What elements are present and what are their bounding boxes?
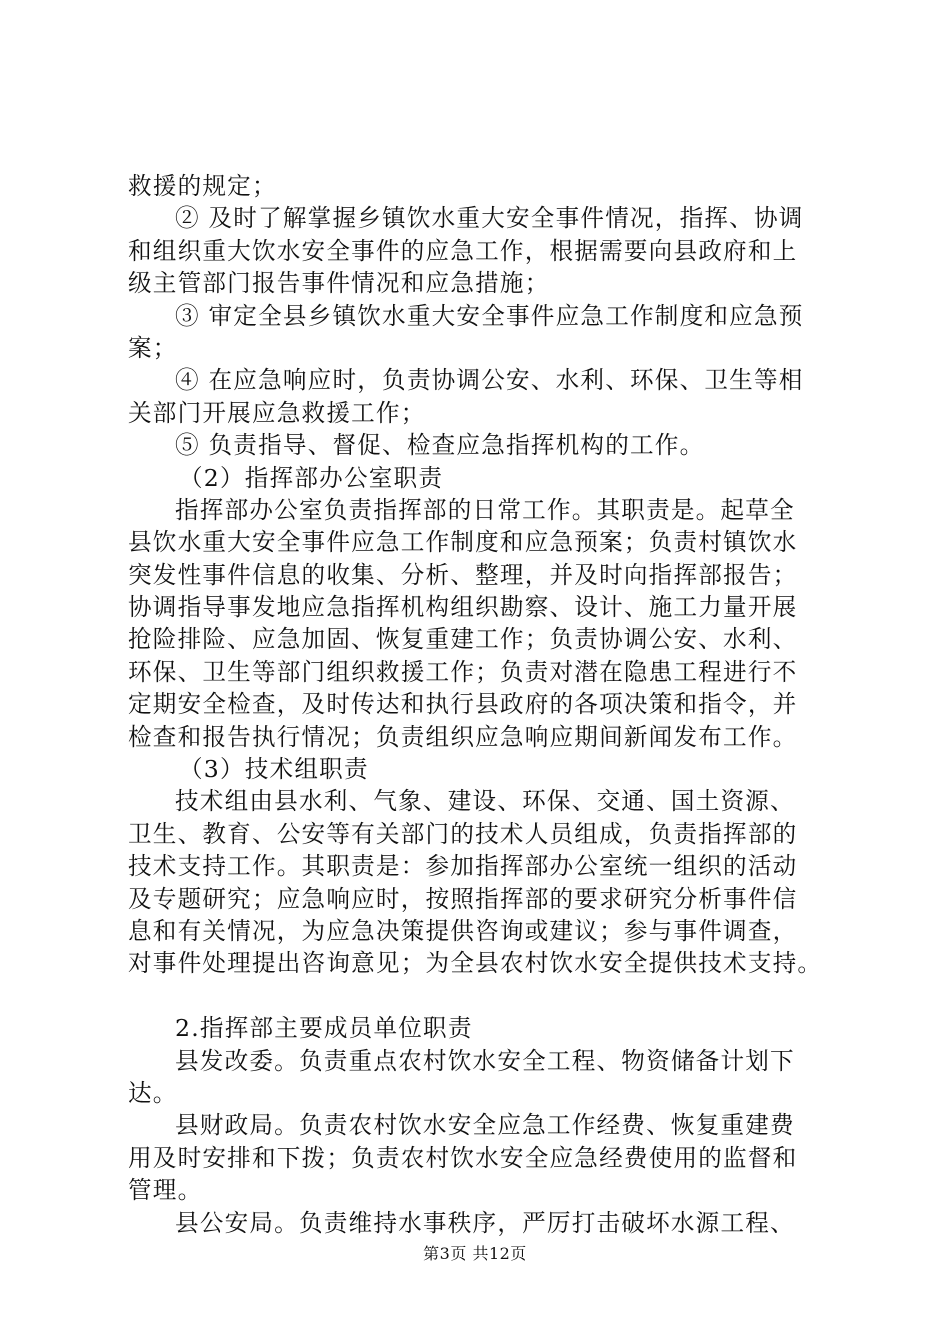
text-line: 县饮水重大安全事件应急工作制度和应急预案；负责村镇饮水: [128, 528, 798, 557]
text-line: 卫生、教育、公安等有关部门的技术人员组成，负责指挥部的: [128, 819, 798, 848]
text-line: 定期安全检查，及时传达和执行县政府的各项决策和指令，并: [128, 690, 798, 719]
document-body: [128, 170, 842, 1239]
text-line: 技术支持工作。其职责是：参加指挥部办公室统一组织的活动: [128, 852, 798, 881]
section-heading: （2）指挥部办公室职责: [179, 463, 444, 492]
text-line: 抢险排险、应急加固、恢复重建工作；负责协调公安、水利、: [128, 625, 798, 654]
text-line: 县公安局。负责维持水事秩序，严厉打击破坏水源工程、: [175, 1208, 795, 1237]
text-line: 用及时安排和下拨；负责农村饮水安全应急经费使用的监督和: [128, 1143, 798, 1172]
section-heading: （3）技术组职责: [179, 755, 369, 784]
text-line: 达。: [128, 1078, 178, 1107]
text-line: 级主管部门报告事件情况和应急措施；: [128, 269, 550, 298]
text-line: 指挥部办公室负责指挥部的日常工作。其职责是。起草全: [175, 495, 795, 524]
text-line: 突发性事件信息的收集、分析、整理，并及时向指挥部报告；: [128, 560, 798, 589]
text-line: 环保、卫生等部门组织救援工作；负责对潜在隐患工程进行不: [128, 657, 798, 686]
text-line: 息和有关情况，为应急决策提供咨询或建议；参与事件调查，: [128, 916, 798, 945]
text-line: ⑤ 负责指导、督促、检查应急指挥机构的工作。: [175, 431, 705, 460]
blank-line: [128, 980, 842, 1012]
text-line: ③ 审定全县乡镇饮水重大安全事件应急工作制度和应急预: [175, 301, 804, 330]
text-line: 救援的规定；: [128, 172, 277, 200]
text-line: 检查和报告执行情况；负责组织应急响应期间新闻发布工作。: [128, 722, 798, 751]
text-line: 管理。: [128, 1176, 203, 1205]
text-line: 及专题研究；应急响应时，按照指挥部的要求研究分析事件信: [128, 884, 798, 913]
text-line: 协调指导事发地应急指挥机构组织勘察、设计、施工力量开展: [128, 593, 798, 622]
text-line: 和组织重大饮水安全事件的应急工作，根据需要向县政府和上: [128, 236, 798, 265]
text-line: 关部门开展应急救援工作；: [128, 398, 426, 427]
text-line: 县发改委。负责重点农村饮水安全工程、物资储备计划下: [175, 1046, 795, 1075]
text-line: ② 及时了解掌握乡镇饮水重大安全事件情况，指挥、协调: [175, 204, 804, 233]
text-line: 案；: [128, 333, 178, 362]
text-line: 技术组由县水利、气象、建设、环保、交通、国土资源、: [175, 787, 795, 816]
text-line: 对事件处理提出咨询意见；为全县农村饮水安全提供技术支持。: [128, 949, 823, 978]
text-line: ④ 在应急响应时，负责协调公安、水利、环保、卫生等相: [175, 366, 804, 395]
text-line: 2.指挥部主要成员单位职责: [175, 1014, 473, 1043]
page-footer: 第3页 共12页: [423, 1244, 527, 1263]
text-line: 县财政局。负责农村饮水安全应急工作经费、恢复重建费: [175, 1111, 795, 1140]
